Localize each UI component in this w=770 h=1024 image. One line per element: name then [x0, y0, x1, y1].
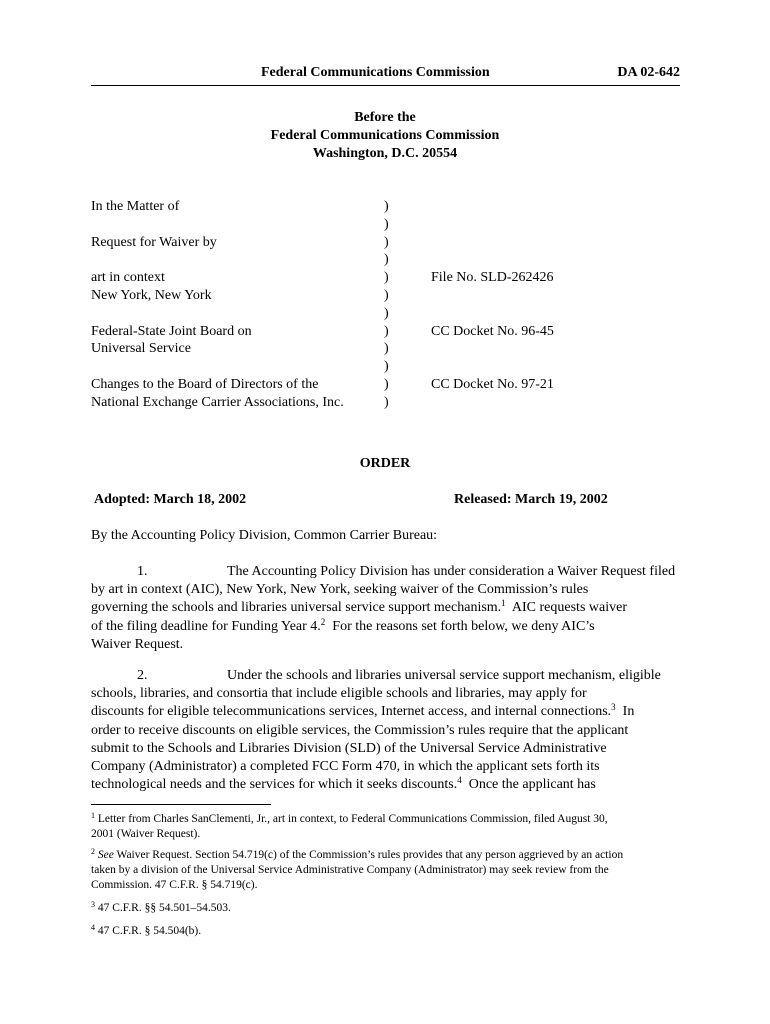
footnote-line: 2001 (Waiver Request). — [91, 828, 201, 840]
footnote-line: Commission. 47 C.F.R. § 54.719(c). — [91, 879, 258, 891]
paragraph-number: 2. — [137, 668, 148, 683]
paragraph-line: Once the applicant has — [468, 777, 596, 793]
caption-paren: ) — [384, 234, 389, 250]
paragraph-line: submit to the Schools and Libraries Division (SLD) of the Universal Service Administrative — [91, 740, 607, 756]
paragraph-1 — [91, 563, 675, 654]
footnote-line: 47 C.F.R. § 54.504(b). — [97, 925, 202, 937]
caption-file-line: CC Docket No. 96-45 — [431, 323, 554, 339]
paragraph-line: The Accounting Policy Division has under consideration a Waiver Request filed — [227, 564, 676, 579]
caption-line — [91, 251, 344, 269]
footnote-divider — [91, 804, 271, 805]
issuing-bureau: By the Accounting Policy Division, Common Carrier Bureau: — [91, 528, 438, 543]
caption-file-line — [431, 234, 554, 252]
caption-line: Universal Service — [91, 341, 191, 357]
paragraph-line: governing the schools and libraries universal service support mechanism. — [91, 600, 502, 616]
before-location: Washington, D.C. 20554 — [312, 146, 458, 161]
caption-file-line — [431, 394, 554, 412]
caption-matter — [91, 198, 344, 412]
paragraph-line: order to receive discounts on eligible services, the Commission’s rules require that the applicant — [91, 722, 629, 738]
paragraph-line: schools, libraries, and consortia that include eligible schools and libraries, may apply for — [91, 686, 587, 702]
paragraph-2 — [91, 667, 661, 794]
footnote-2 — [91, 848, 623, 893]
released-date: Released: March 19, 2002 — [454, 492, 608, 507]
before-agency: Federal Communications Commission — [270, 128, 500, 143]
caption-line — [91, 358, 344, 376]
caption-file-numbers — [431, 198, 554, 412]
footnote-ref[interactable]: 3 — [611, 702, 616, 713]
caption-file-line — [431, 340, 554, 358]
caption-paren: ) — [384, 376, 389, 392]
footnote-number: 4 — [91, 923, 95, 932]
paragraph-line: of the filing deadline for Funding Year 4. — [91, 618, 321, 634]
footnote-ref[interactable]: 4 — [457, 775, 462, 786]
caption-line: art in context — [91, 270, 165, 286]
footnote-4 — [91, 924, 201, 939]
caption-file-line — [431, 216, 554, 234]
caption-file-line — [431, 198, 554, 216]
caption-paren: ) — [384, 394, 389, 410]
caption-file-line: CC Docket No. 97-21 — [431, 376, 554, 392]
footnote-ref[interactable]: 1 — [501, 598, 506, 609]
paragraph-line: Waiver Request. — [91, 636, 184, 652]
caption-line: Changes to the Board of Directors of the — [91, 376, 319, 392]
order-title: ORDER — [359, 456, 411, 471]
paragraph-line: For the reasons set forth below, we deny AIC’s — [332, 618, 595, 634]
caption-line: In the Matter of — [91, 199, 180, 214]
header-docket-id: DA 02-642 — [617, 65, 680, 80]
footnote-3 — [91, 901, 231, 916]
caption-line: New York, New York — [91, 287, 212, 303]
paragraph-line: AIC requests waiver — [511, 600, 627, 616]
caption-line: National Exchange Carrier Associations, Inc. — [91, 394, 344, 410]
footnote-number: 1 — [91, 811, 95, 820]
paragraph-line: by art in context (AIC), New York, New York, seeking waiver of the Commission’s rules — [91, 582, 589, 598]
caption-line: Request for Waiver by — [91, 234, 217, 250]
caption-file-line: File No. SLD-262426 — [431, 270, 554, 286]
caption-paren: ) — [384, 323, 389, 339]
adopted-date: Adopted: March 18, 2002 — [94, 492, 247, 507]
caption-file-line — [431, 287, 554, 305]
caption-line — [91, 305, 344, 323]
caption-line — [91, 216, 344, 234]
footnote-number: 3 — [91, 900, 95, 909]
caption-paren: ) — [384, 287, 389, 303]
footnote-line: Letter from Charles SanClementi, Jr., art in context, to Federal Communications Commission, filed August 30, — [97, 813, 608, 825]
caption-line: Federal-State Joint Board on — [91, 323, 252, 339]
caption-paren: ) — [384, 199, 389, 214]
footnote-line: taken by a division of the Universal Service Administrative Company (Administrator) may seek review from the — [91, 864, 609, 876]
paragraph-line: technological needs and the services for which it seeks discounts. — [91, 777, 458, 793]
caption-paren: ) — [384, 270, 389, 286]
before-line: Before the — [354, 110, 416, 125]
footnote-line: Waiver Request. Section 54.719(c) of the Commission’s rules provides that any person aggrieved by an action — [113, 849, 624, 861]
header-agency: Federal Communications Commission — [261, 65, 490, 80]
caption-file-line — [431, 251, 554, 269]
caption-paren: ) — [384, 305, 389, 321]
paragraph-line: Company (Administrator) a completed FCC Form 470, in which the applicant sets forth its — [91, 759, 600, 775]
caption-parens — [384, 198, 389, 412]
footnote-ref[interactable]: 2 — [320, 616, 326, 627]
caption-file-line — [431, 358, 554, 376]
footnote-number: 2 — [91, 847, 95, 856]
paragraph-line: Under the schools and libraries universal service support mechanism, eligible — [227, 668, 661, 683]
caption-paren: ) — [384, 216, 389, 232]
before-block — [0, 109, 770, 163]
caption-paren: ) — [384, 359, 389, 375]
caption-paren: ) — [384, 341, 389, 357]
footnote-line: 47 C.F.R. §§ 54.501–54.503. — [97, 902, 231, 914]
running-header — [91, 65, 680, 86]
footnote-signal: See — [97, 849, 114, 861]
caption-file-line — [431, 305, 554, 323]
caption-paren: ) — [384, 252, 389, 268]
footnote-1 — [91, 812, 608, 842]
paragraph-line: In — [622, 704, 635, 720]
paragraph-number: 1. — [137, 564, 148, 579]
paragraph-line: discounts for eligible telecommunications services, Internet access, and internal connections. — [91, 704, 612, 720]
